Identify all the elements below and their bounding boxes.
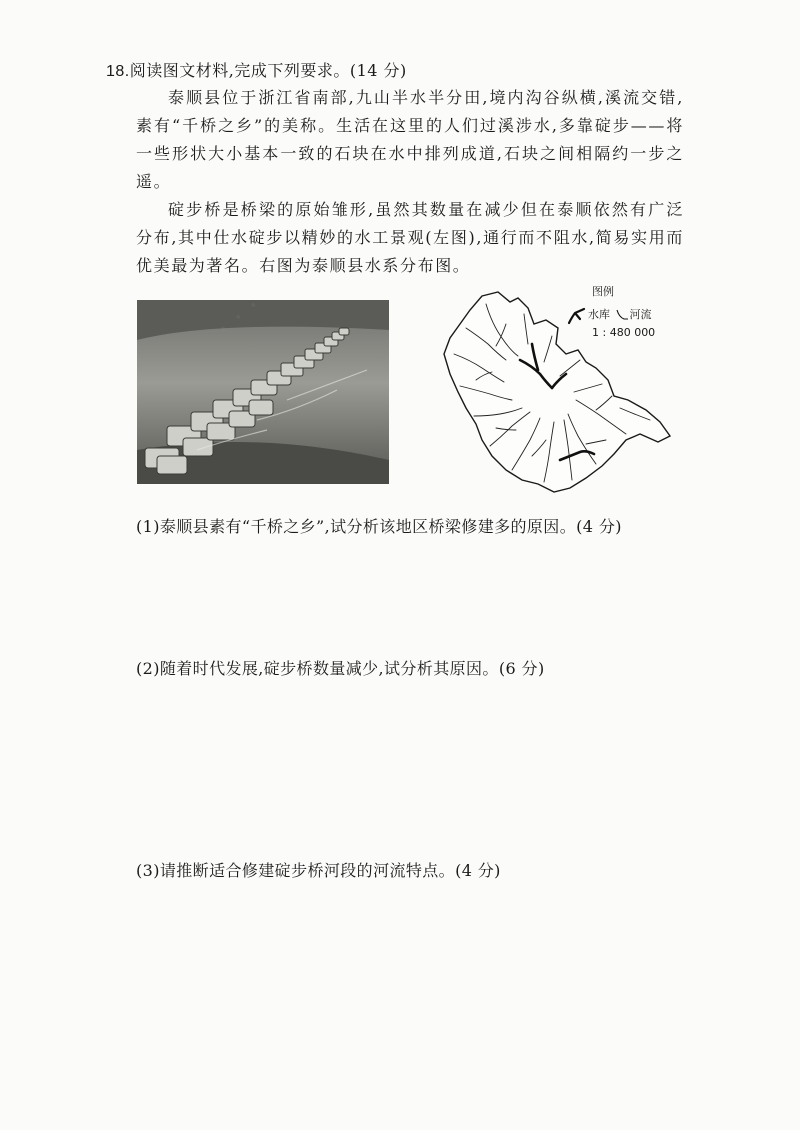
stepping-stone-bridge-photo	[137, 300, 389, 484]
sub-question-3: (3)请推断适合修建碇步桥河段的河流特点。(4 分)	[136, 861, 501, 880]
legend-river-label: 河流	[629, 308, 652, 321]
material-paragraph-1: 泰顺县位于浙江省南部,九山半水半分田,境内沟谷纵横,溪流交错,素有“千桥之乡”的美称。生活在这里的人们过溪涉水,多靠碇步——将一些形状大小基本一致的石块在水中排列成道,石块之间相隔约一步之遥。	[136, 88, 684, 191]
question-title-text: 阅读图文材料,完成下列要求。(14 分)	[129, 61, 407, 80]
sub-question-1: (1)泰顺县素有“千桥之乡”,试分析该地区桥梁修建多的原因。(4 分)	[136, 517, 622, 536]
sub-question-2: (2)随着时代发展,碇步桥数量减少,试分析其原因。(6 分)	[136, 659, 545, 678]
map-scale: 1 : 480 000	[592, 326, 656, 339]
map-legend	[566, 305, 652, 325]
watermark: · · ·	[209, 289, 269, 346]
reservoir-legend-icon	[566, 305, 588, 325]
question-number: 18.	[106, 63, 130, 80]
question-title	[106, 58, 407, 81]
river-legend-icon	[614, 307, 630, 323]
legend-title: 图例	[592, 285, 614, 298]
legend-reservoir-label: 水库	[588, 308, 610, 321]
material-paragraph-2: 碇步桥是桥梁的原始雏形,虽然其数量在减少但在泰顺依然有广泛分布,其中仕水碇步以精妙的水工景观(左图),通行而不阻水,简易实用而优美最为著名。右图为泰顺县水系分布图。	[136, 200, 684, 275]
